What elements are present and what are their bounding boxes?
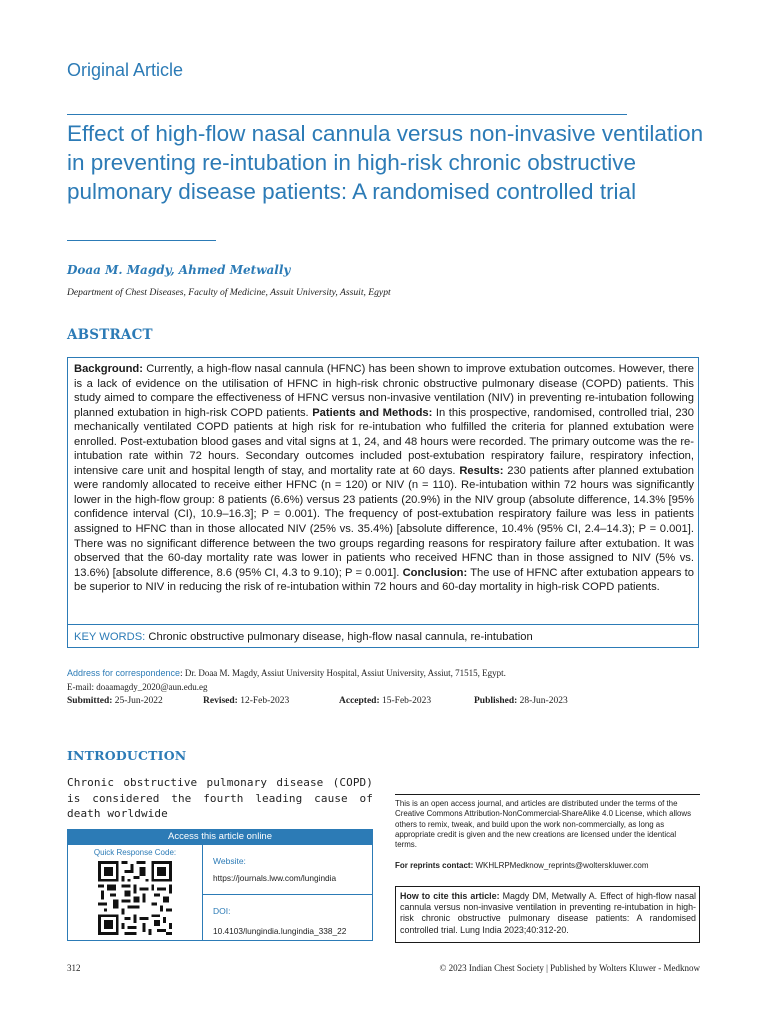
introduction-text: Chronic obstructive pulmonary disease (COPD) is considered the fourth leading cause of death worldwide	[67, 776, 373, 820]
accepted-label: Accepted:	[339, 696, 380, 706]
page-number: 312	[67, 963, 81, 973]
reprints-contact	[395, 861, 649, 870]
qr-code-icon[interactable]	[98, 861, 172, 935]
keywords-text: Chronic obstructive pulmonary disease, high-flow nasal cannula, re-intubation	[145, 631, 533, 643]
authors: Doaa M. Magdy, Ahmed Metwally	[67, 263, 291, 277]
results-label: Results:	[459, 464, 504, 477]
introduction-heading: INTRODUCTION	[67, 748, 187, 763]
website-label: Website:	[213, 856, 246, 866]
keywords-rule	[67, 624, 699, 625]
article-title: Effect of high-flow nasal cannula versus non-invasive ventilation in preventing re-intubation in high-risk chronic obstructive pulmonary disease patients: A randomised controlled trial	[67, 121, 704, 204]
reprints-email[interactable]: WKHLRPMedknow_reprints@wolterskluwer.com	[473, 861, 649, 870]
access-heading: Access this article online	[67, 829, 373, 845]
citation-label: How to cite this article:	[400, 891, 500, 901]
revised-label: Revised:	[203, 696, 238, 706]
keywords-label: KEY WORDS:	[74, 631, 146, 643]
article-type: Original Article	[67, 60, 184, 80]
date-published	[474, 696, 568, 706]
conclusion-label: Conclusion:	[402, 566, 468, 579]
license-text: This is an open access journal, and articles are distributed under the terms of the Creative Commons Attribution-NonCommercial-ShareAlike 4.0 License, which allows others to remix, tweak, and build upon the work non-commercially, as long as appropriate credit is given and the new creations are licensed under the identical terms.	[395, 799, 692, 850]
keywords	[74, 631, 533, 643]
affiliation: Department of Chest Diseases, Faculty of Medicine, Assuit University, Assuit, Egypt	[67, 287, 391, 298]
methods-label: Patients and Methods:	[312, 406, 433, 419]
published-value: 28-Jun-2023	[517, 696, 568, 706]
revised-value: 12-Feb-2023	[237, 696, 290, 706]
doi-label: DOI:	[213, 906, 231, 916]
reprints-label: For reprints contact:	[395, 861, 474, 870]
results-text: 230 patients after planned extubation were randomly allocated to receive either HFNC (n = 120) or NIV (n = 110). Re-intubation within 72 hours was significantly lower in the high-flow group: 8 patients (6.6%) versus 23 patients (20.9%) in the NIV group (absolute difference, 14.3% [95% confidence interval (CI), 10.9–16.3]; P = 0.001). The frequency of post-extubation respiratory failure was less in patients assigned to HFNC than in those allocated NIV (25% vs. 35.4%) [absolute difference, 10.4% (95% CI, 2.4–14.3); P = 0.001]. There was no significant difference between the two groups regarding reasons for respiratory failure after extubation. It was observed that the 60-day mortality rate was lower in patients who received HFNC than in those assigned to NIV (5% vs. 13.6%) [absolute difference, 8.6 (95% CI, 4.3 to 9.10); P = 0.001].	[74, 464, 694, 579]
background-label: Background:	[74, 363, 143, 375]
publisher-footer: © 2023 Indian Chest Society | Published by Wolters Kluwer - Medknow	[439, 963, 700, 973]
citation-body: Magdy DM, Metwally A. Effect of high-flow nasal cannula versus non-invasive ventilation in preventing re-intubation in high-risk chronic obstructive pulmonary disease patients: A randomised controlled trial. Lung India 2023;40:312-20.	[400, 891, 696, 935]
title-rule	[67, 240, 216, 241]
citation-text	[400, 891, 696, 936]
submitted-label: Submitted:	[67, 696, 113, 706]
abstract-heading: ABSTRACT	[67, 327, 153, 343]
published-label: Published:	[474, 696, 518, 706]
qr-label: Quick Response Code:	[93, 848, 177, 857]
doi-link[interactable]: 10.4103/lungindia.lungindia_338_22	[213, 926, 347, 936]
accepted-value: 15-Feb-2023	[379, 696, 432, 706]
submitted-value: 25-Jun-2022	[112, 696, 163, 706]
website-link[interactable]: https://journals.lww.com/lungindia	[213, 873, 337, 883]
header-rule	[67, 114, 627, 115]
date-accepted	[339, 696, 431, 706]
access-divider	[203, 894, 373, 895]
background-text: Currently, a high-flow nasal cannula (HFNC) has been shown to improve extubation outcomes. However, there is a lack of evidence on the utilisation of HFNC in high-risk chronic obstructive pulmonary disease (COPD) patients. This study aimed to compare the effectiveness of HFNC versus non-invasive ventilation (NIV) in preventing re-intubation following planned extubation in high-risk COPD patients.	[74, 363, 694, 419]
date-revised	[203, 696, 289, 706]
correspondence	[67, 668, 506, 678]
correspondence-text: : Dr. Doaa M. Magdy, Assiut University Hospital, Assiut University, Assiut, 71515, Egypt.	[180, 668, 506, 678]
conclusion-text: The use of HFNC after extubation appears to be superior to NIV in reducing the risk of re-intubation within 72 hours and 60-day mortality in high-risk COPD patients.	[74, 566, 695, 594]
methods-text: In this prospective, randomised, controlled trial, 230 mechanically ventilated COPD patients at high risk for re-intubation who fulfilled the criteria for planned extubation were enrolled. Post-extubation blood gases and vital signs at 1, 24, and 48 hours were recorded. The primary outcome was the re-intubation rate within 72 hours. Secondary outcomes included post-extubation respiratory failure, respiratory infection, intensive care unit and hospital length of stay, and mortality rate at 60 days.	[74, 406, 694, 477]
license-rule	[395, 794, 700, 795]
abstract-text	[74, 362, 694, 595]
correspondence-label: Address for correspondence	[67, 668, 181, 678]
date-submitted	[67, 696, 163, 706]
correspondence-email[interactable]: E-mail: doaamagdy_2020@aun.edu.eg	[67, 682, 208, 692]
